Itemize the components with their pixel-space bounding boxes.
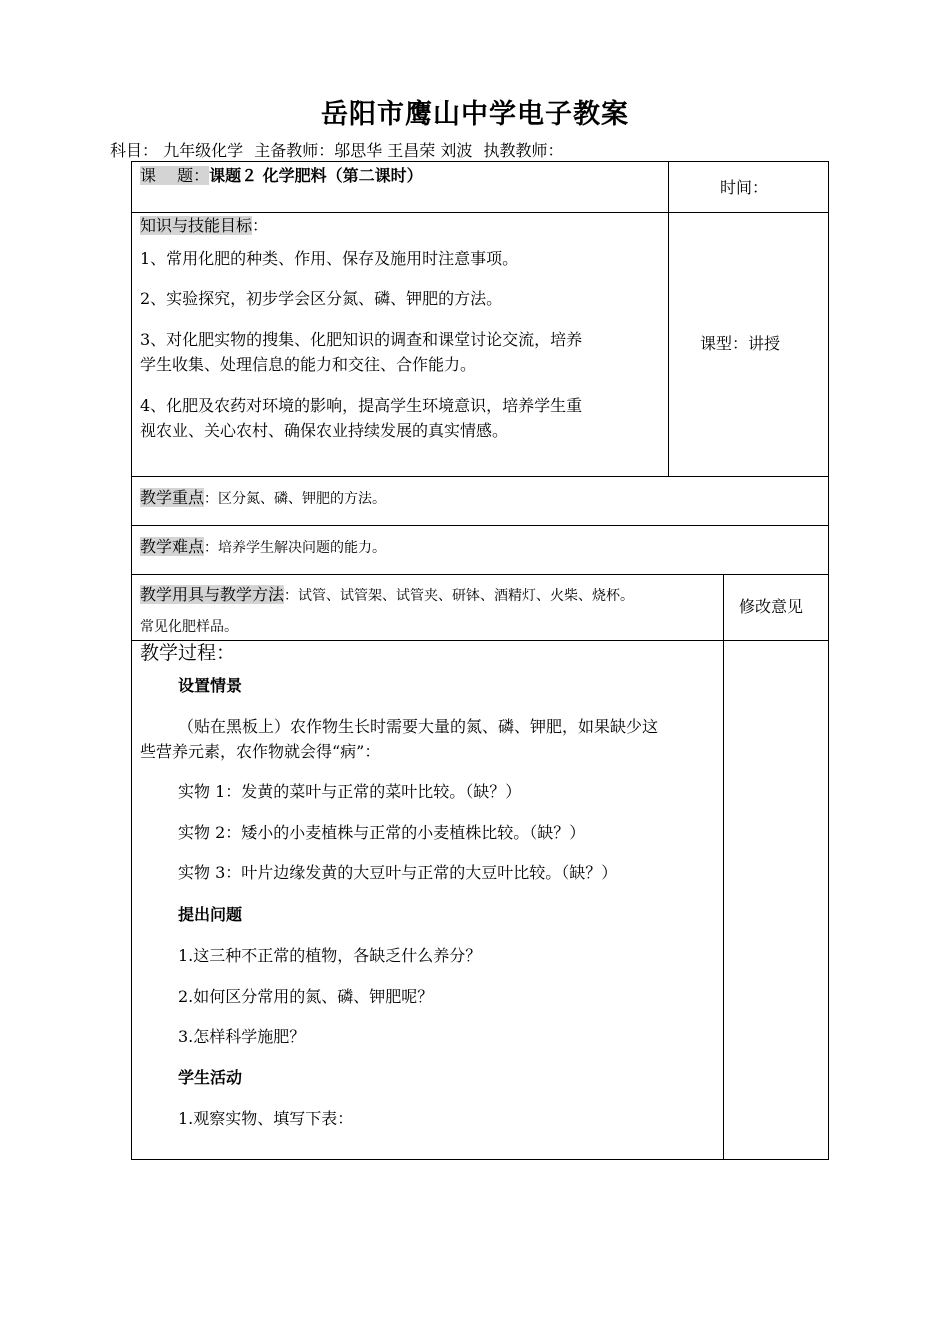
goal-item-4-line2: 视农业、关心农村、确保农业持续发展的真实情感。: [140, 421, 509, 440]
tools-label: 教学用具与教学方法: [140, 585, 285, 604]
lesson-type: 课型：讲授: [700, 334, 781, 353]
difficulty-label: 教学难点: [140, 537, 205, 556]
lead-teachers-label: 主备教师：邬思华 王昌荣 刘波: [254, 141, 473, 160]
section-setting: 设置情景: [178, 676, 243, 695]
lesson-title-row: [140, 164, 423, 188]
goals-heading: [140, 214, 268, 238]
key-point-label: 教学重点: [140, 488, 205, 507]
difficulty-row: [140, 535, 386, 560]
process-heading: 教学过程：: [140, 642, 236, 664]
question-3: 3.怎样科学施肥？: [178, 1027, 306, 1046]
goal-item-4-line1: 4、化肥及农药对环境的影响，提高学生环境意识，培养学生重: [140, 396, 583, 415]
goals-colon: ：: [252, 216, 269, 235]
section-activity: 学生活动: [178, 1068, 243, 1087]
intro-line2: 些营养元素，农作物就会得“病”：: [140, 742, 381, 761]
key-point-value: ：区分氮、磷、钾肥的方法。: [204, 491, 387, 507]
goal-item-3-line1: 3、对化肥实物的搜集、化肥知识的调查和课堂讨论交流，培养: [140, 330, 583, 349]
goal-item-1: 1、常用化肥的种类、作用、保存及施用时注意事项。: [140, 249, 519, 268]
tools-row: [140, 583, 634, 608]
time-label: 时间：: [720, 178, 769, 197]
lesson-value: 课题２ 化学肥料（第二课时）: [209, 166, 423, 185]
difficulty-value: ：培养学生解决问题的能力。: [204, 540, 387, 556]
specimen-1: 实物 1：发黄的菜叶与正常的菜叶比较。（缺？）: [178, 782, 522, 801]
activity-1: 1.观察实物、填写下表：: [178, 1109, 354, 1128]
intro-line1: （贴在黑板上）农作物生长时需要大量的氮、磷、钾肥，如果缺少这: [178, 717, 659, 736]
meta-line: [110, 138, 569, 161]
subject-label: 科目： 九年级化学: [110, 141, 244, 160]
specimen-3: 实物 3：叶片边缘发黄的大豆叶与正常的大豆叶比较。（缺？）: [178, 863, 618, 882]
key-point-row: [140, 486, 386, 511]
tools-value-line2: 常见化肥样品。: [140, 619, 238, 635]
tools-value-line1: ：试管、试管架、试管夹、研钵、酒精灯、火柴、烧杯。: [284, 588, 635, 604]
page-title: 岳阳市鹰山中学电子教案: [321, 99, 629, 130]
lesson-label: 课 题：: [140, 166, 210, 185]
specimen-2: 实物 2：矮小的小麦植株与正常的小麦植株比较。（缺？）: [178, 823, 586, 842]
section-questions: 提出问题: [178, 905, 243, 924]
question-1: 1.这三种不正常的植物，各缺乏什么养分？: [178, 946, 482, 965]
question-2: 2.如何区分常用的氮、磷、钾肥呢？: [178, 987, 434, 1006]
teacher-label: 执教教师：: [483, 141, 564, 160]
goal-item-3-line2: 学生收集、处理信息的能力和交往、合作能力。: [140, 355, 477, 374]
goals-label: 知识与技能目标: [140, 216, 253, 235]
goal-item-2: 2、实验探究，初步学会区分氮、磷、钾肥的方法。: [140, 289, 503, 308]
revision-label: 修改意见: [739, 597, 804, 616]
